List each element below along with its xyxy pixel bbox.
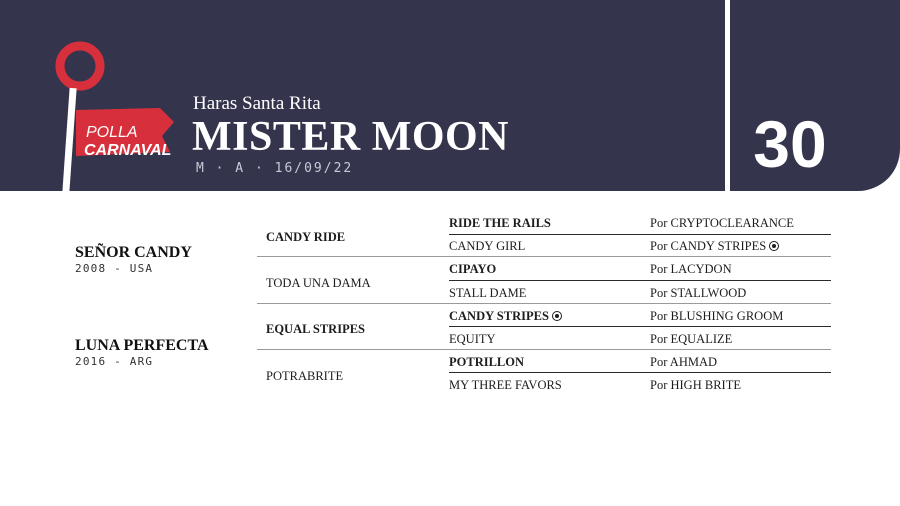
gen3-name: POTRILLON: [449, 355, 525, 369]
gen3-sire: Por BLUSHING GROOM: [650, 309, 784, 323]
row-rule: [257, 256, 831, 257]
gen3-sire: Por AHMAD: [650, 355, 718, 369]
gen3-sire: Por CRYPTOCLEARANCE: [650, 216, 794, 230]
sire-name: SEÑOR CANDY: [75, 244, 192, 261]
dam-info: 2016 - ARG: [75, 355, 154, 368]
gen2-sire-sire: CANDY RIDE: [266, 230, 346, 244]
gen3-name: RIDE THE RAILS: [449, 216, 551, 230]
gen3-name: EQUITY: [449, 332, 496, 346]
header-divider: [725, 0, 730, 191]
sire-block: [75, 244, 192, 276]
gen3-sire: Por HIGH BRITE: [650, 378, 741, 392]
gen2-sire-dam: TODA UNA DAMA: [266, 276, 371, 290]
gen2-dam-sire: EQUAL STRIPES: [266, 322, 365, 336]
row-rule: [449, 372, 831, 373]
gen3-sire: Por EQUALIZE: [650, 332, 733, 346]
gen3-name: CIPAYO: [449, 262, 497, 276]
gen3-sire-text: Por CANDY STRIPES: [650, 239, 767, 253]
farm-name: Haras Santa Rita: [193, 93, 321, 114]
polla-carnaval-logo: [48, 40, 188, 192]
dam-block: [75, 337, 209, 369]
horse-meta: M · A · 16/09/22: [196, 161, 354, 176]
target-circle-icon: [769, 241, 779, 251]
target-circle-icon: [552, 311, 562, 321]
row-rule: [449, 280, 831, 281]
gen3-name: MY THREE FAVORS: [449, 378, 562, 392]
row-rule: [257, 303, 831, 304]
gen3-sire: Por LACYDON: [650, 262, 732, 276]
header-banner: [0, 0, 900, 191]
row-rule: [449, 234, 831, 235]
gen3-name: STALL DAME: [449, 286, 527, 300]
row-rule: [449, 326, 831, 327]
sire-info: 2008 - USA: [75, 262, 154, 275]
row-rule: [257, 349, 831, 350]
gen3-sire: Por STALLWOOD: [650, 286, 747, 300]
logo-line1: POLLA: [86, 124, 138, 141]
logo-line2: CARNAVAL: [84, 142, 172, 159]
gen3-name: CANDY GIRL: [449, 239, 526, 253]
lot-number: 30: [753, 107, 827, 181]
horse-name: MISTER MOON: [192, 114, 510, 160]
gen2-dam-dam: POTRABRITE: [266, 369, 344, 383]
gen3-name-text: CANDY STRIPES: [449, 309, 549, 323]
dam-name: LUNA PERFECTA: [75, 337, 209, 354]
gen3-sire-marked: [650, 238, 779, 254]
gen3-name-marked: [449, 308, 562, 324]
